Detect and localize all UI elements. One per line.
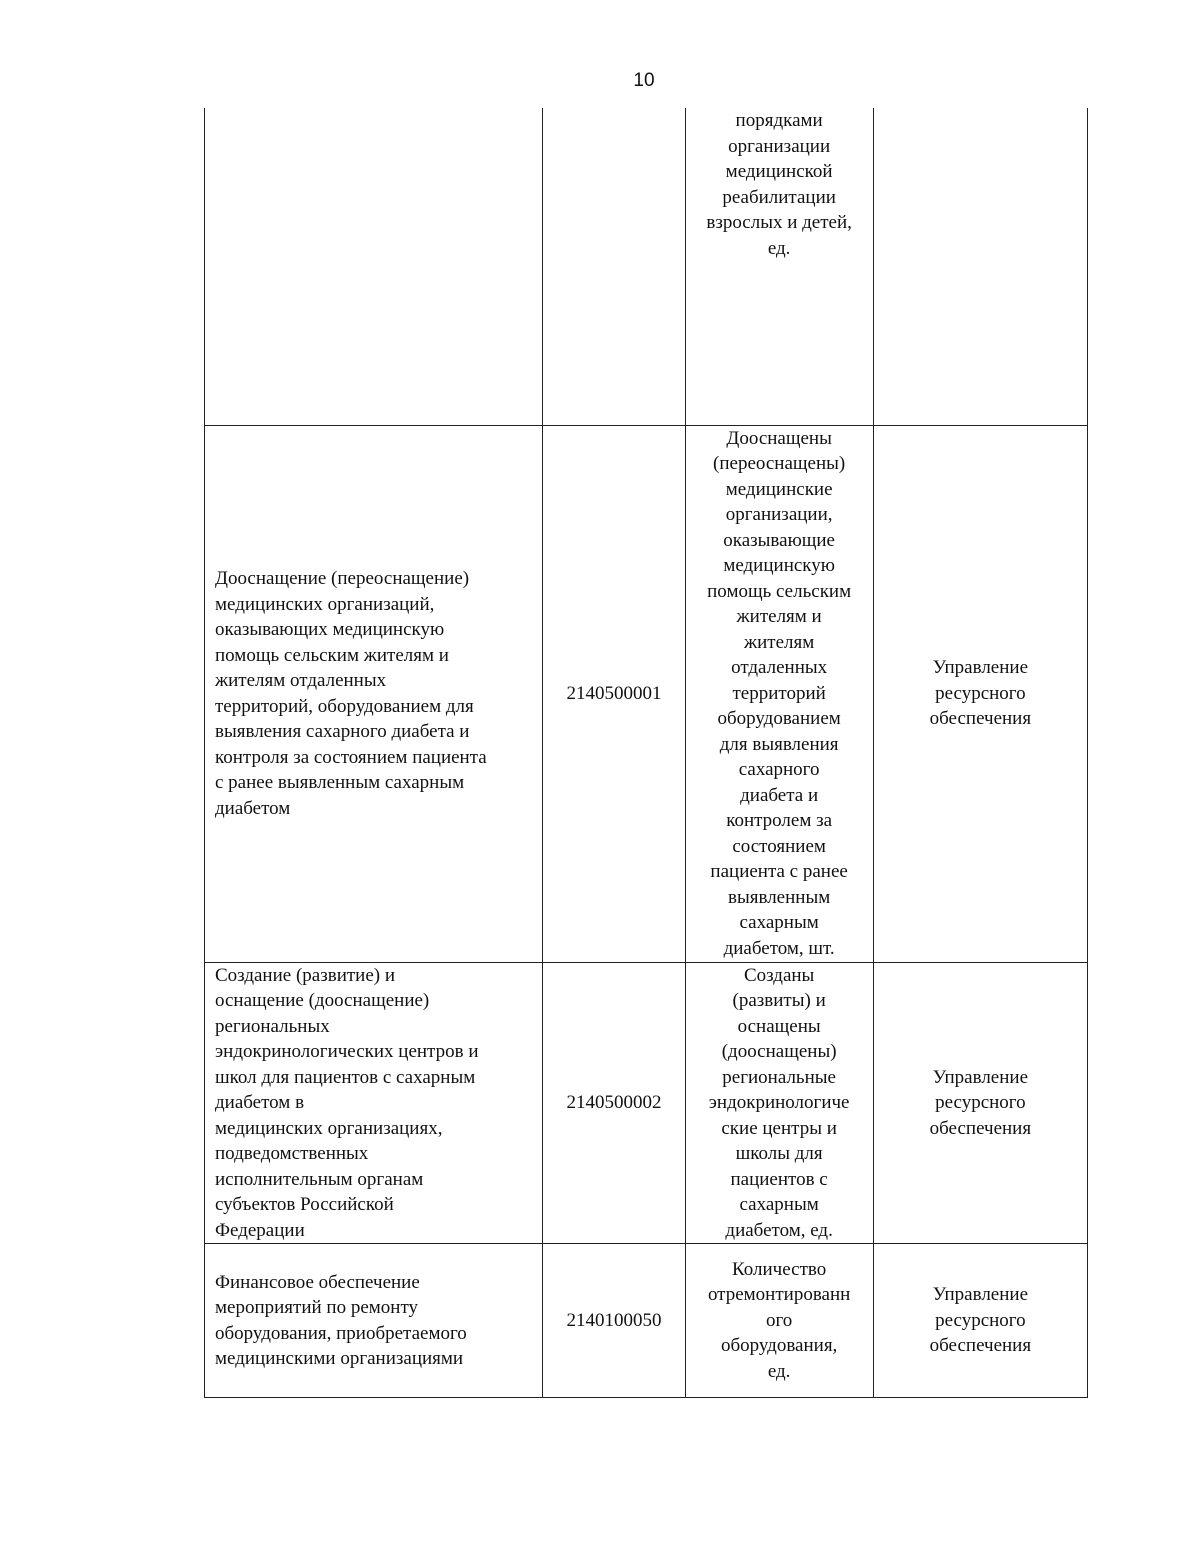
measure-code: 2140100050 [566,1309,662,1331]
measure-name: Создание (развитие) и оснащение (дооснащение) региональных эндокринологических центров и школ для пациентов с сахарным диабетом в медицинских организациях, подведомственных исполнительным органам субъектов Российской Федерации [215,964,479,1241]
measure-responsible-cell [873,108,1087,425]
measure-code-cell [543,425,685,962]
measure-code: 2140500002 [566,1092,662,1113]
measure-code-cell [543,1244,685,1398]
measure-responsible: Управление ресурсного обеспечения [929,657,1032,730]
measure-responsible-cell [873,425,1087,962]
measure-responsible-cell [873,1244,1087,1398]
measure-result-cell [685,425,873,962]
measures-table [204,108,1088,1398]
page-number: 10 [633,70,655,91]
measure-code-cell [543,962,685,1244]
measure-result-cell [685,962,873,1244]
table-row [205,108,1088,425]
measure-result: Дооснащены (переоснащены) медицинские организации, оказывающие медицинскую помощь сельским жителям и жителям отдаленных территорий оборудованием для выявления сахарного диабета и контролем за состоянием пациента с ранее выявленным сахарным диабетом, шт. [707,427,852,959]
table-row [205,425,1088,962]
measure-code: 2140500001 [566,682,662,704]
measure-result: порядками организации медицинской реабилитации взрослых и детей, ед. [706,110,852,259]
measure-responsible-cell [873,962,1087,1244]
measure-result-cell [685,1244,873,1398]
measure-result-cell [685,108,873,425]
measure-name-cell [205,1244,543,1398]
measure-name-cell [205,962,543,1244]
measure-name-cell [205,108,543,425]
measure-result: Количество отремонтированн ого оборудования, ед. [707,1258,851,1382]
measure-responsible: Управление ресурсного обеспечения [929,1066,1032,1139]
measure-result: Созданы (развиты) и оснащены (дооснащены) региональные эндокринологиче ские центры и школы для пациентов с сахарным диабетом, ед. [708,964,850,1241]
table-row [205,962,1088,1244]
measure-name-cell [205,425,543,962]
measure-code-cell [543,108,685,425]
table-row [205,1244,1088,1398]
measure-name: Финансовое обеспечение мероприятий по ремонту оборудования, приобретаемого медицинскими организациями [215,1271,467,1369]
measure-name: Дооснащение (переоснащение) медицинских организаций, оказывающих медицинскую помощь сельским жителям и жителям отдаленных территорий, оборудованием для выявления сахарного диабета и контроля за состоянием пациента с ранее выявленным сахарным диабетом [215,568,487,819]
measure-responsible: Управление ресурсного обеспечения [929,1284,1032,1357]
